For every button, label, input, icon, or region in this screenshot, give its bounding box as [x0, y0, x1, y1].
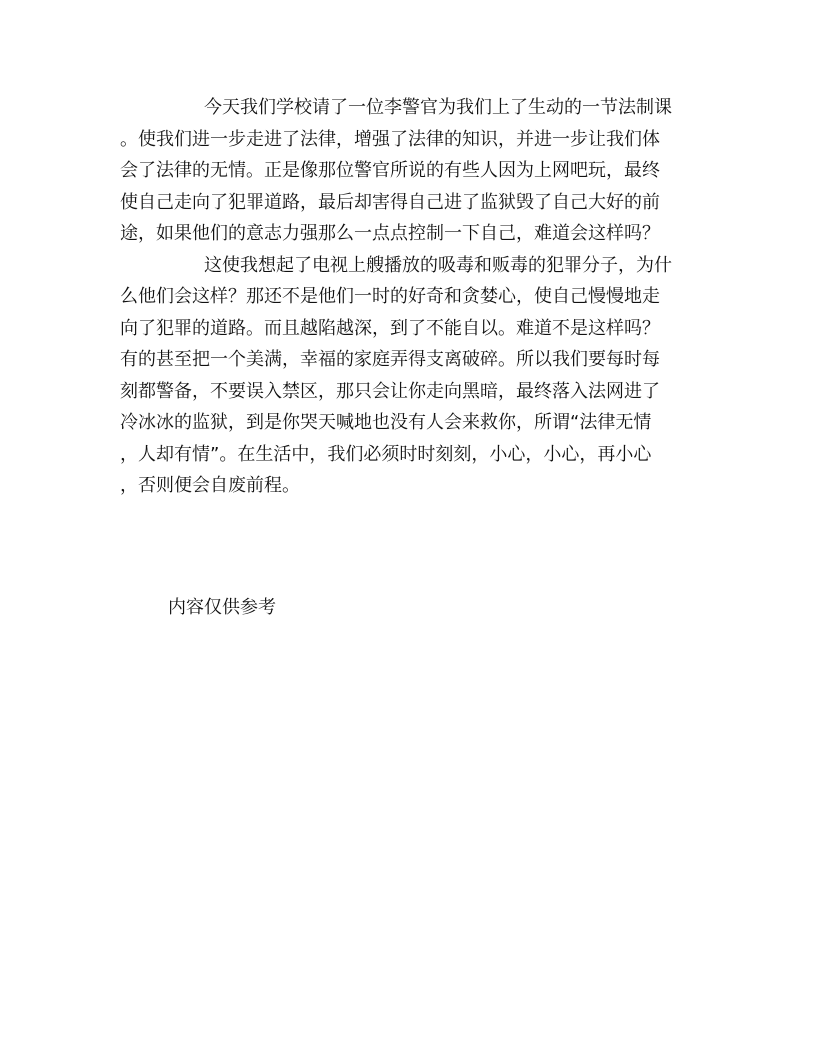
- paragraph-1-line-5: 途，如果他们的意志力强那么一点点控制一下自己，难道会这样吗？: [120, 223, 660, 244]
- paragraph-2-line-4: 有的甚至把一个美满，幸福的家庭弄得支离破碎。所以我们要每时每: [120, 349, 660, 370]
- paragraph-1-line-4: 使自己走向了犯罪道路，最后却害得自己进了监狱毁了自己大好的前: [120, 191, 660, 213]
- document-body: [120, 92, 700, 502]
- paragraph-2-line-7: ，人却有情”。在生活中，我们必须时时刻刻，小心，小心，再小心: [120, 443, 652, 465]
- footer-note: 内容仅供参考: [168, 597, 276, 618]
- paragraph-2-line-3: 向了犯罪的道路。而且越陷越深，到了不能自以。难道不是这样吗？: [120, 317, 660, 339]
- paragraph-2-line-1: 这使我想起了电视上艘播放的吸毒和贩毒的犯罪分子，为什: [204, 254, 672, 276]
- paragraph-1-line-3: 会了法律的无情。正是像那位警官所说的有些人因为上网吧玩，最终: [120, 160, 660, 181]
- paragraph-2-line-8: ，否则便会自废前程。: [120, 475, 300, 496]
- paragraph-1-line-1: 今天我们学校请了一位李警官为我们上了生动的一节法制课: [204, 97, 672, 118]
- paragraph-1-line-2: 。使我们进一步走进了法律，增强了法律的知识，并进一步让我们体: [120, 128, 660, 150]
- paragraph-2-line-6: 冷冰冰的监狱，到是你哭天喊地也没有人会来救你，所谓“法律无情: [120, 412, 652, 433]
- paragraph-2-line-2: 么他们会这样？那还不是他们一时的好奇和贪婪心，使自己慢慢地走: [120, 286, 660, 307]
- paragraph-2-line-5: 刻都警备，不要误入禁区，那只会让你走向黑暗，最终落入法网进了: [120, 380, 660, 402]
